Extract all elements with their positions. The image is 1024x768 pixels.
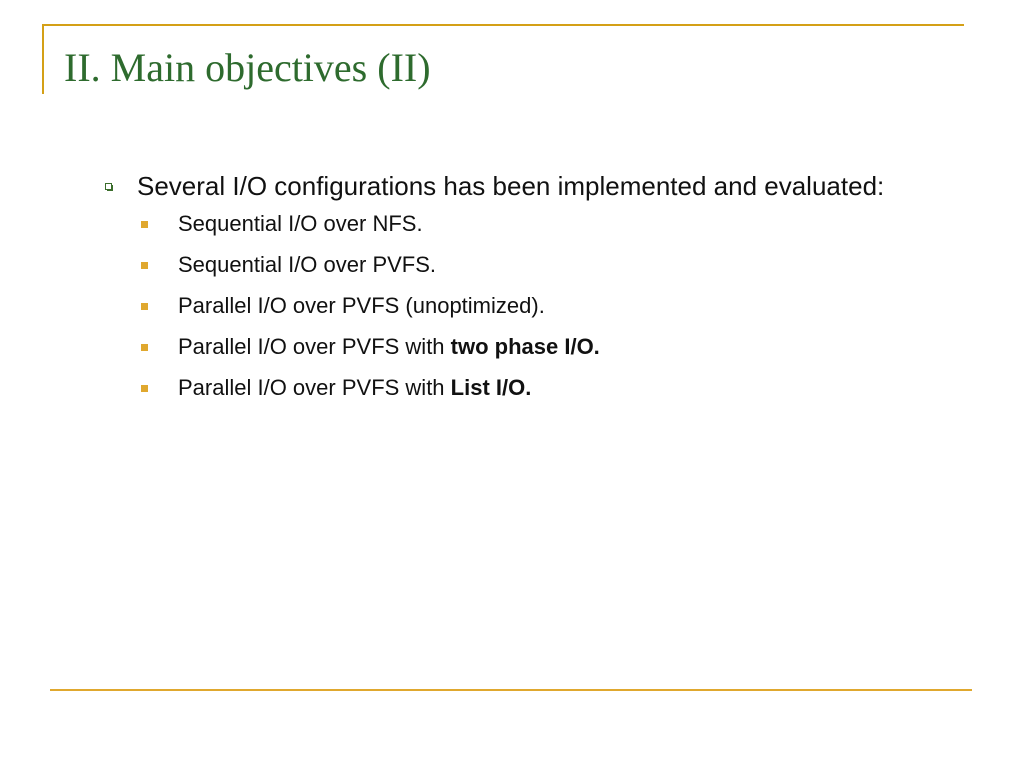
sub-bullet-text: Sequential I/O over NFS. <box>178 211 423 236</box>
sub-bullet-item <box>100 211 920 237</box>
sub-bullet-text: Parallel I/O over PVFS (unoptimized). <box>178 293 545 318</box>
sub-bullet-item <box>100 334 920 360</box>
filled-square-bullet-icon <box>141 221 148 228</box>
sub-bullet-list <box>100 211 920 401</box>
title-frame-left-rule <box>42 24 44 94</box>
sub-bullet-text: Parallel I/O over PVFS with <box>178 334 451 359</box>
bullet-text: Several I/O configurations has been implemented and evaluated: <box>137 171 885 201</box>
filled-square-bullet-icon <box>141 303 148 310</box>
filled-square-bullet-icon <box>141 262 148 269</box>
slide-body <box>100 168 920 416</box>
filled-square-bullet-icon <box>141 385 148 392</box>
sub-bullet-text: Parallel I/O over PVFS with <box>178 375 451 400</box>
sub-bullet-bold-text: two phase I/O. <box>450 334 600 359</box>
filled-square-bullet-icon <box>141 344 148 351</box>
sub-bullet-item <box>100 293 920 319</box>
slide-title: II. Main objectives (II) <box>64 45 431 90</box>
sub-bullet-bold-text: List I/O. <box>450 375 532 400</box>
sub-bullet-item <box>100 375 920 401</box>
hollow-square-bullet-icon <box>105 183 112 190</box>
bullet-item <box>100 168 897 205</box>
title-frame-top-rule <box>42 24 964 26</box>
footer-rule <box>50 689 972 691</box>
sub-bullet-item <box>100 252 920 278</box>
sub-bullet-text: Sequential I/O over PVFS. <box>178 252 437 277</box>
